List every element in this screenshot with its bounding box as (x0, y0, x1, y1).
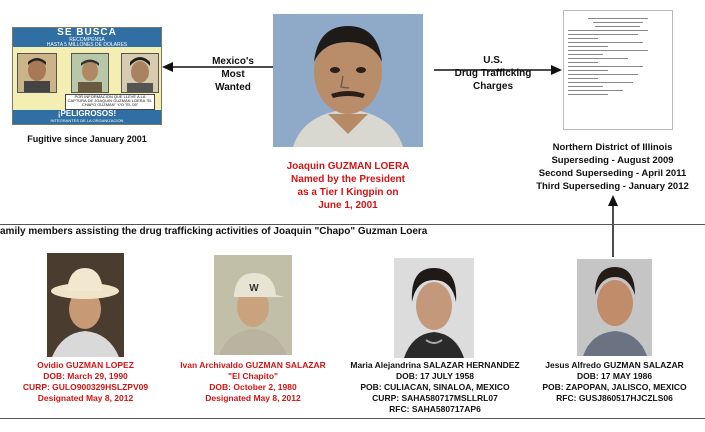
indictment-line-2: Second Superseding - April 2011 (538, 168, 687, 179)
family-caption: amily members assisting the drug trafficking activities of Joaquin "Chapo" Guzman Loera (0, 226, 428, 237)
member-text-ovidio (13, 360, 158, 404)
mexico-most-wanted-label (198, 55, 268, 94)
member-ivan-line-3: DOB: October 2, 1980 (209, 382, 297, 392)
document-text-lines (568, 15, 668, 98)
indictment-text (520, 141, 705, 193)
member-jesus-line-3: POB: ZAPOPAN, JALISCO, MEXICO (542, 382, 687, 392)
member-ovidio-line-1: Ovidio GUZMAN LOPEZ (37, 360, 134, 370)
main-subject-name: Joaquin GUZMAN LOERA (286, 161, 410, 172)
indictment-line-3: Third Superseding - January 2012 (536, 181, 689, 192)
poster-danger: ¡PELIGROSOS! (57, 109, 117, 118)
member-text-maria (345, 360, 525, 415)
poster-title: SE BUSCA (57, 27, 117, 38)
wanted-poster (12, 27, 162, 125)
member-ivan-line-4: Designated May 8, 2012 (205, 393, 301, 403)
poster-footer-sub: INTEGRANTES DE LA ORGANIZACION (50, 118, 124, 123)
member-ovidio-line-4: Designated May 8, 2012 (37, 393, 134, 403)
indictment-line-1: Superseding - August 2009 (551, 155, 674, 166)
indictment-document (563, 10, 673, 130)
label-line-2: Drug Trafficking (454, 68, 532, 79)
member-photo-maria (394, 258, 474, 358)
member-ovidio-line-2: DOB: March 29, 1990 (43, 371, 128, 381)
member-photo-jesus (577, 259, 652, 356)
fugitive-label: Fugitive since January 2001 (27, 134, 147, 144)
main-subject-photo (273, 14, 423, 147)
label-line-1: U.S. (483, 55, 503, 66)
us-charges-label (438, 54, 548, 93)
main-subject-note-2: as a Tier I Kingpin on (297, 187, 399, 198)
member-maria-line-1: Maria Alejandrina SALAZAR HERNANDEZ (350, 360, 520, 370)
member-ovidio-line-3: CURP: GULO900329HSLZPV09 (22, 382, 149, 392)
label-line-3: Wanted (215, 82, 251, 93)
member-maria-line-2: DOB: 17 JULY 1958 (396, 371, 474, 381)
label-line-2: Most (221, 69, 245, 80)
member-ivan-line-2: "El Chapito" (227, 371, 279, 381)
member-photo-ivan (214, 255, 292, 355)
poster-photo-left (17, 53, 57, 93)
svg-text:W: W (249, 283, 259, 294)
member-maria-line-3: POB: CULIACAN, SINALOA, MEXICO (360, 382, 510, 392)
poster-info-text: POR INFORMACION QUE LLEVE A LA CAPTURA DE JOAQUIN GUZMAN LOERA "EL CHAPO GUZMAN" Y/O "EL 05" (65, 94, 155, 110)
member-text-ivan (168, 360, 338, 404)
main-subject-text (250, 160, 446, 212)
member-maria-line-4: CURP: SAHA580717MSLLRL07 (372, 393, 498, 403)
member-jesus-line-1: Jesus Alfredo GUZMAN SALAZAR (545, 360, 684, 370)
label-line-1: Mexico's (212, 56, 254, 67)
main-subject-note-1: Named by the President (291, 174, 405, 185)
poster-amount: HASTA 5 MILLONES DE DOLARES (46, 42, 128, 48)
poster-photo-right (121, 53, 159, 93)
member-text-jesus (532, 360, 697, 404)
section-divider-bottom (0, 418, 705, 419)
member-ivan-line-1: Ivan Archivaldo GUZMAN SALAZAR (180, 360, 326, 370)
poster-reward: RECOMPENSA (69, 37, 105, 43)
member-photo-ovidio (47, 253, 124, 357)
indictment-court: Northern District of Illinois (552, 142, 673, 153)
poster-footer (13, 110, 161, 124)
member-jesus-line-4: RFC: GUSJ860517HJCZLS06 (556, 393, 673, 403)
poster-photo-center (71, 53, 109, 93)
member-maria-line-5: RFC: SAHA580717AP6 (389, 404, 481, 414)
label-line-3: Charges (472, 81, 513, 92)
poster-header (13, 28, 161, 47)
main-subject-note-3: June 1, 2001 (318, 200, 378, 211)
member-jesus-line-2: DOB: 17 MAY 1986 (576, 371, 653, 381)
